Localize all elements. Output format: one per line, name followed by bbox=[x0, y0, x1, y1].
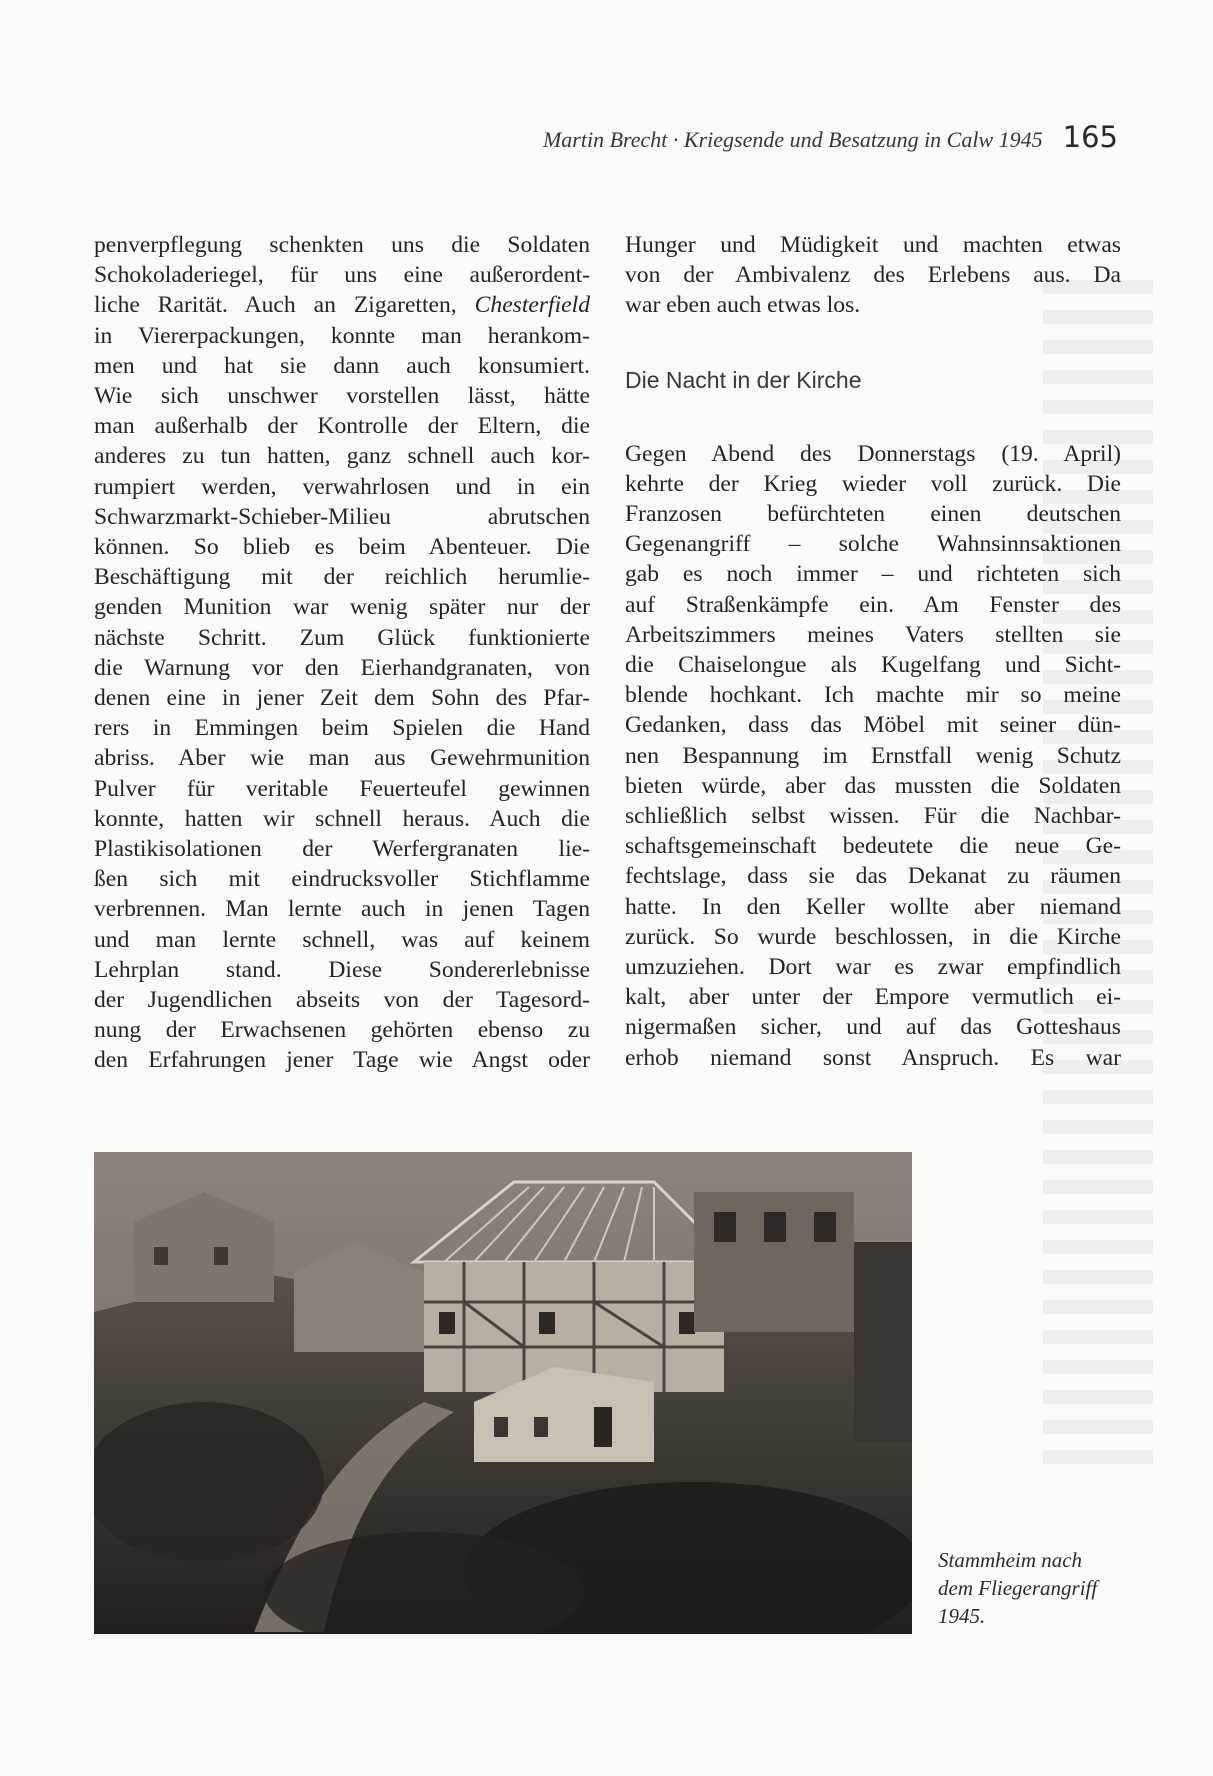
text-line: bieten würde, aber das mussten die Soldaten bbox=[625, 772, 1121, 799]
right-column bbox=[625, 230, 1121, 1073]
text-line: Plastikisolationen der Werfergranaten lie- bbox=[94, 836, 590, 863]
text-line: Schwarzmarkt-Schieber-Milieu abrutschen bbox=[94, 503, 590, 530]
text-line: auf Straßenkämpfe ein. Am Fenster des bbox=[625, 591, 1121, 618]
text-line: abriss. Aber wie man aus Gewehrmunition bbox=[94, 745, 590, 772]
text-line: Pulver für veritable Feuerteufel gewinnen bbox=[94, 775, 590, 802]
text-line: die Warnung vor den Eierhandgranaten, von bbox=[94, 654, 590, 681]
text-line: Schokoladeriegel, für uns eine außerordent- bbox=[94, 262, 590, 289]
text-line: Lehrplan stand. Diese Sondererlebnisse bbox=[94, 956, 590, 983]
caption-line: Stammheim nach bbox=[938, 1548, 1083, 1572]
text-line: blende hochkant. Ich machte mir so meine bbox=[625, 682, 1121, 709]
text-line: anderes zu tun hatten, ganz schnell auch kor- bbox=[94, 443, 590, 470]
photo-illustration bbox=[94, 1152, 912, 1634]
text-line: gab es noch immer – und richteten sich bbox=[625, 561, 1121, 588]
caption-line: dem Fliegerangriff bbox=[938, 1576, 1098, 1600]
text-line: Hunger und Müdigkeit und machten etwas bbox=[625, 232, 1121, 258]
section-heading: Die Nacht in der Kirche bbox=[625, 366, 862, 393]
text-line: war eben auch etwas los. bbox=[625, 292, 861, 319]
spacer bbox=[625, 395, 1121, 439]
text-line: können. So blieb es beim Abenteuer. Die bbox=[94, 534, 590, 561]
text-line: Franzosen befürchteten einen deutschen bbox=[625, 501, 1121, 528]
text-line bbox=[94, 290, 590, 320]
text-line: Beschäftigung mit der reichlich herumlie- bbox=[94, 564, 590, 591]
text-line: die Chaiselongue als Kugelfang und Sicht- bbox=[625, 652, 1121, 679]
spacer bbox=[625, 321, 1121, 365]
text-line: der Jugendlichen abseits von der Tagesord- bbox=[94, 987, 590, 1014]
text-line: und man lernte schnell, was auf keinem bbox=[94, 926, 590, 953]
text-line: fechtslage, dass sie das Dekanat zu räumen bbox=[625, 863, 1121, 890]
text-line: zurück. So wurde beschlossen, in die Kirche bbox=[625, 923, 1121, 950]
text-fragment: liche Rarität. Auch an Zigaretten, bbox=[94, 292, 475, 319]
text-line: man außerhalb der Kontrolle der Eltern, die bbox=[94, 413, 590, 440]
caption-line: 1945. bbox=[938, 1604, 986, 1628]
figure-caption bbox=[938, 1546, 1138, 1630]
text-line: kehrte der Krieg wieder voll zurück. Die bbox=[625, 470, 1121, 497]
text-line: men und hat sie dann auch konsumiert. bbox=[94, 352, 590, 379]
text-line: Gegenangriff – solche Wahnsinnsaktionen bbox=[625, 531, 1121, 558]
text-line: den Erfahrungen jener Tage wie Angst oder bbox=[94, 1047, 590, 1074]
text-line: Gegen Abend des Donnerstags (19. April) bbox=[625, 440, 1121, 467]
running-header bbox=[0, 120, 1118, 154]
text-line: ßen sich mit eindrucksvoller Stichflamme bbox=[94, 866, 590, 893]
text-line: in Viererpackungen, konnte man herankom- bbox=[94, 322, 590, 349]
text-line: genden Munition war wenig später nur der bbox=[94, 594, 590, 621]
text-line: nächste Schritt. Zum Glück funktionierte bbox=[94, 624, 590, 651]
text-line: nung der Erwachsenen gehörten ebenso zu bbox=[94, 1017, 590, 1044]
text-line: nigermaßen sicher, und auf das Gotteshaus bbox=[625, 1014, 1121, 1041]
text-line: Gedanken, dass das Möbel mit seiner dün- bbox=[625, 712, 1121, 739]
text-line: hatte. In den Keller wollte aber niemand bbox=[625, 893, 1121, 920]
text-line: verbrennen. Man lernte auch in jenen Tagen bbox=[94, 896, 590, 923]
text-line: erhob niemand sonst Anspruch. Es war bbox=[625, 1044, 1121, 1071]
italic-brand-name: Chesterfield bbox=[474, 292, 590, 319]
text-line: denen eine in jener Zeit dem Sohn des Pfar- bbox=[94, 685, 590, 712]
text-line: konnte, hatten wir schnell heraus. Auch die bbox=[94, 805, 590, 832]
text-line: rers in Emmingen beim Spielen die Hand bbox=[94, 715, 590, 742]
text-line: schaftsgemeinschaft bedeutete die neue Ge- bbox=[625, 833, 1121, 860]
text-line: umzuziehen. Dort war es zwar empfindlich bbox=[625, 954, 1121, 981]
text-line: schließlich selbst wissen. Für die Nachbar- bbox=[625, 803, 1121, 830]
page-number: 165 bbox=[1062, 120, 1118, 154]
text-line: rumpiert werden, verwahrlosen und in ein bbox=[94, 473, 590, 500]
text-line: Arbeitszimmers meines Vaters stellten sie bbox=[625, 621, 1121, 648]
left-column bbox=[94, 230, 590, 1076]
text-line: Wie sich unschwer vorstellen lässt, hätte bbox=[94, 383, 590, 410]
text-line: nen Bespannung im Ernstfall wenig Schutz bbox=[625, 742, 1121, 769]
photo-stammheim-ruins bbox=[94, 1152, 912, 1634]
text-line: kalt, aber unter der Empore vermutlich ei- bbox=[625, 984, 1121, 1011]
text-line: penverpflegung schenkten uns die Soldaten bbox=[94, 232, 590, 258]
running-title: Martin Brecht · Kriegsende und Besatzung in Calw 1945 bbox=[542, 127, 1043, 152]
text-line: von der Ambivalenz des Erlebens aus. Da bbox=[625, 262, 1121, 289]
